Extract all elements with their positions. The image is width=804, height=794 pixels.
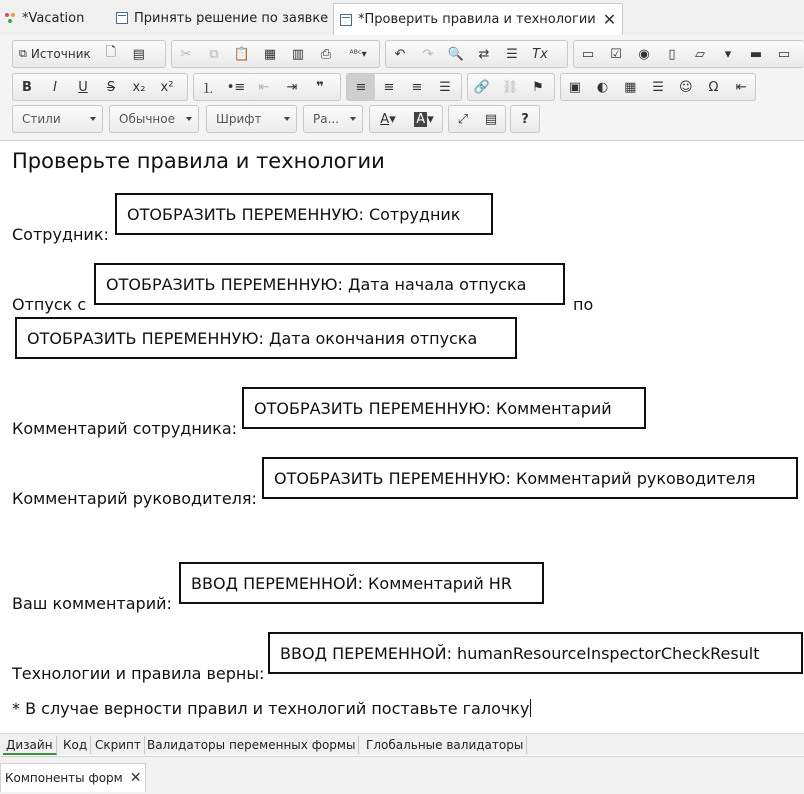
show-blocks-icon[interactable]: ▤: [484, 111, 498, 127]
your-comment-input-field[interactable]: ВВОД ПЕРЕМЕННОЙ: Комментарий HR: [179, 562, 544, 604]
chevron-down-icon: [186, 117, 192, 121]
chevron-down-icon: [350, 117, 356, 121]
help-group: [510, 105, 540, 133]
tech-rules-label: Технологии и правила верны:: [12, 664, 265, 683]
bold-icon[interactable]: B: [22, 79, 32, 95]
source-label: Источник: [30, 47, 91, 61]
editor-content[interactable]: [0, 141, 804, 733]
spellcheck-icon[interactable]: ᴬᴮᶜ▾: [349, 48, 367, 60]
flash-icon[interactable]: ◐: [596, 79, 609, 95]
close-icon[interactable]: ✕: [129, 770, 142, 786]
align-right-icon[interactable]: ≡: [411, 79, 423, 95]
document-group: [12, 40, 166, 68]
tab-global-validators[interactable]: Глобальные валидаторы: [363, 736, 527, 754]
tab-vacation[interactable]: [4, 3, 84, 33]
strike-icon[interactable]: S: [106, 79, 116, 95]
indent-icon[interactable]: ⇥: [286, 79, 298, 95]
justify-icon[interactable]: ☰: [439, 79, 451, 95]
preview-icon[interactable]: ▤: [132, 46, 145, 62]
align-left-icon[interactable]: ≡: [347, 74, 375, 100]
form-elements-group: [573, 40, 804, 68]
tab-form-variable-validators[interactable]: Валидаторы переменных формы: [144, 736, 359, 754]
page-break-icon[interactable]: ⇤: [735, 79, 747, 95]
tech-rules-input-field[interactable]: ВВОД ПЕРЕМЕННОЙ: humanResourceInspectorCheckResult: [268, 632, 803, 674]
copy-icon[interactable]: ⧉: [209, 46, 219, 62]
help-icon[interactable]: ?: [521, 111, 529, 127]
form-doc-icon: [116, 12, 128, 24]
checkbox-icon[interactable]: ☑: [610, 46, 622, 62]
image-button-icon[interactable]: ▭: [777, 46, 791, 62]
tab-script[interactable]: Скрипт: [92, 736, 145, 754]
close-icon[interactable]: ✕: [602, 9, 617, 29]
tab-code[interactable]: Код: [60, 736, 91, 754]
print-icon[interactable]: ⎙: [320, 46, 332, 62]
vacation-start-var-field[interactable]: ОТОБРАЗИТЬ ПЕРЕМЕННУЮ: Дата начала отпуска: [94, 263, 565, 305]
manager-comment-label: Комментарий руководителя:: [12, 489, 257, 508]
note-text: [12, 699, 531, 718]
link-icon[interactable]: 🔗: [473, 79, 491, 95]
tab-check-rules[interactable]: [333, 3, 623, 35]
superscript-icon[interactable]: x²: [160, 79, 174, 95]
tab-accept-decision[interactable]: [116, 3, 328, 33]
size-combo[interactable]: [303, 105, 363, 133]
text-cursor: [530, 699, 531, 717]
format-combo-label: Обычное: [119, 112, 175, 126]
horizontal-line-icon[interactable]: ☰: [652, 79, 664, 95]
basic-styles-group: [12, 73, 188, 101]
editor-tab-bar: [0, 0, 804, 36]
vacation-from-label: Отпуск с: [12, 295, 87, 314]
find-icon[interactable]: 🔍: [447, 46, 465, 62]
button-icon[interactable]: ▬: [749, 46, 763, 62]
chevron-down-icon: [90, 117, 96, 121]
source-icon: ⧉: [19, 47, 27, 60]
redo-icon[interactable]: ↷: [422, 46, 434, 62]
form-icon[interactable]: ▭: [581, 46, 595, 62]
paste-text-icon[interactable]: ▦: [263, 46, 277, 62]
textarea-icon[interactable]: ▱: [695, 46, 705, 62]
underline-icon[interactable]: U: [78, 79, 88, 95]
blockquote-icon[interactable]: ❞: [316, 79, 324, 95]
size-combo-label: Ра...: [313, 112, 340, 126]
color-group: [369, 105, 443, 133]
bottom-panel-bar: [0, 756, 804, 794]
text-color-icon[interactable]: A ▾: [380, 111, 396, 127]
manager-comment-var-field[interactable]: ОТОБРАЗИТЬ ПЕРЕМЕННУЮ: Комментарий руководителя: [262, 457, 798, 499]
tab-design[interactable]: Дизайн: [3, 736, 57, 755]
form-doc-icon: [340, 14, 352, 26]
font-combo-label: Шрифт: [216, 112, 262, 126]
tools-group: [448, 105, 506, 133]
smiley-icon[interactable]: ☺: [678, 79, 693, 95]
edit-group: [385, 40, 568, 68]
radio-icon[interactable]: ◉: [638, 46, 650, 62]
tab-label: Принять решение по заявке: [134, 10, 329, 26]
employee-comment-var-field[interactable]: ОТОБРАЗИТЬ ПЕРЕМЕННУЮ: Комментарий: [242, 387, 646, 429]
outdent-icon[interactable]: ⇤: [258, 79, 270, 95]
paste-word-icon[interactable]: ▥: [291, 46, 305, 62]
insert-group: [560, 73, 756, 101]
maximize-icon[interactable]: ⤢: [457, 111, 469, 127]
select-all-icon[interactable]: ☰: [506, 46, 518, 62]
styles-combo-label: Стили: [22, 112, 61, 126]
clipboard-group: [171, 40, 380, 68]
paste-icon[interactable]: 📋: [233, 46, 251, 62]
page-title: Проверьте правила и технологии: [12, 149, 385, 173]
image-icon[interactable]: ▣: [568, 79, 581, 95]
replace-icon[interactable]: ⇄: [478, 46, 490, 62]
vacation-to-label: по: [573, 295, 594, 314]
process-icon: [4, 12, 16, 24]
your-comment-label: Ваш комментарий:: [12, 594, 172, 613]
special-char-icon[interactable]: Ω: [708, 79, 719, 95]
align-center-icon[interactable]: ≡: [383, 79, 395, 95]
bulleted-list-icon[interactable]: •≡: [226, 79, 246, 95]
list-group: [193, 73, 341, 101]
unlink-icon[interactable]: ⛓: [501, 79, 519, 95]
employee-var-field[interactable]: ОТОБРАЗИТЬ ПЕРЕМЕННУЮ: Сотрудник: [115, 193, 493, 235]
panel-title: Компоненты форм: [5, 771, 123, 785]
new-page-icon[interactable]: 🗋: [105, 45, 116, 60]
format-combo[interactable]: [109, 105, 199, 133]
font-combo[interactable]: [206, 105, 297, 133]
subscript-icon[interactable]: x₂: [132, 79, 146, 95]
tab-form-components[interactable]: [0, 763, 146, 792]
bg-color-icon[interactable]: A ▾: [416, 111, 434, 127]
link-group: [467, 73, 555, 101]
note-text-content: * В случае верности правил и технологий поставьте галочку: [12, 699, 530, 718]
anchor-icon[interactable]: ⚑: [532, 79, 544, 95]
chevron-down-icon: [284, 117, 290, 121]
table-icon[interactable]: ▦: [624, 79, 637, 95]
tab-label: *Vacation: [22, 10, 85, 26]
textfield-icon[interactable]: ▯: [668, 46, 676, 62]
vacation-end-var-field[interactable]: ОТОБРАЗИТЬ ПЕРЕМЕННУЮ: Дата окончания отпуска: [15, 317, 517, 359]
italic-icon[interactable]: I: [53, 79, 57, 95]
employee-label: Сотрудник:: [12, 225, 109, 244]
align-group: [346, 73, 462, 101]
editor-mode-tabs: [0, 733, 804, 755]
employee-comment-label: Комментарий сотрудника:: [12, 419, 238, 438]
remove-format-icon[interactable]: Tx: [532, 46, 548, 62]
styles-combo[interactable]: [12, 105, 103, 133]
tab-label: *Проверить правила и технологии: [358, 12, 596, 27]
source-button[interactable]: [13, 41, 97, 67]
undo-icon[interactable]: ↶: [394, 46, 406, 62]
select-icon[interactable]: ▾: [724, 46, 732, 62]
cut-icon[interactable]: ✂: [180, 46, 192, 62]
editor-toolbar: [0, 35, 804, 141]
numbered-list-icon[interactable]: ⒈: [201, 81, 215, 97]
